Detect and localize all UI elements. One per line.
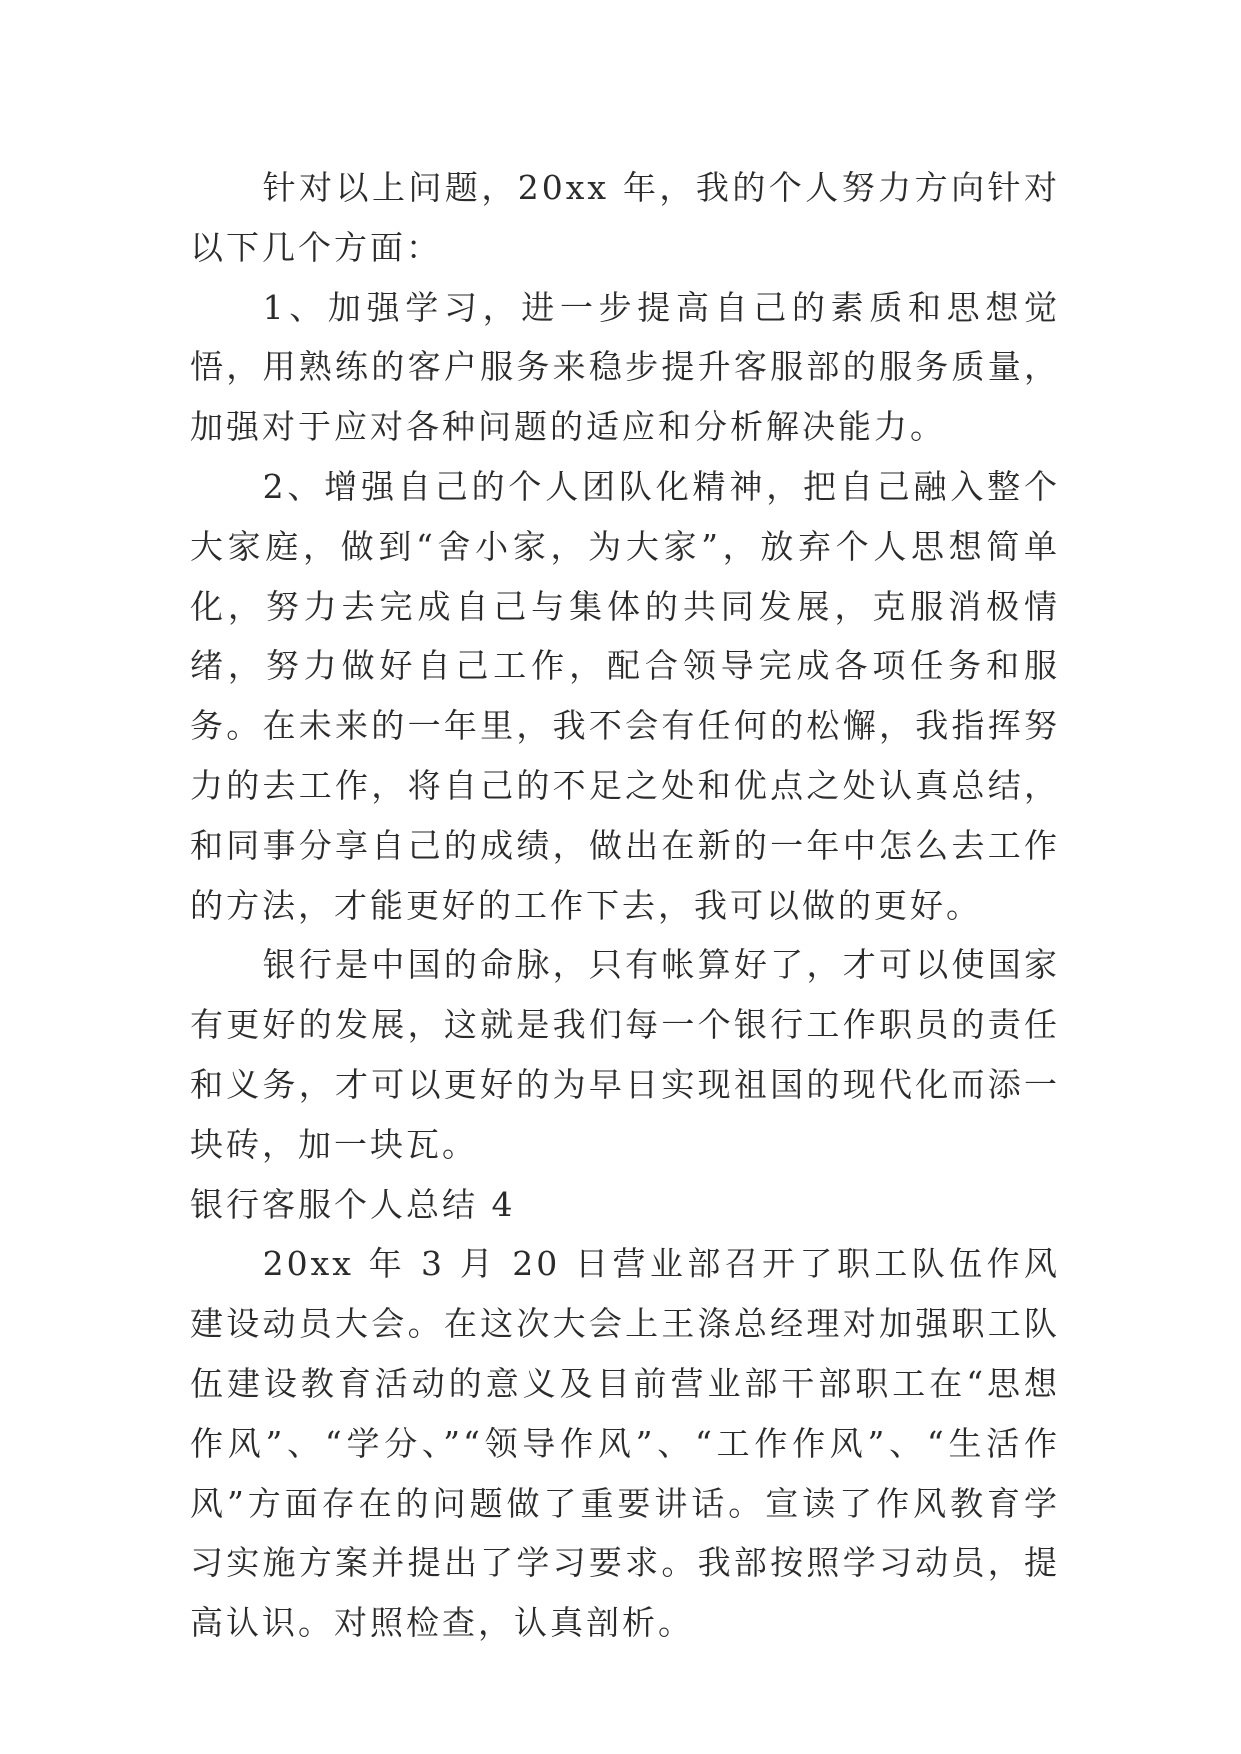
paragraph-intro: 针对以上问题，20xx 年，我的个人努力方向针对以下几个方面：	[190, 168, 1060, 267]
section-heading: 银行客服个人总结 4	[190, 1184, 516, 1224]
paragraph-point-1: 1、加强学习，进一步提高自己的素质和思想觉悟，用熟练的客户服务来稳步提升客服部的服务质量，加强对于应对各种问题的适应和分析解决能力。	[190, 287, 1060, 447]
paragraph-conclusion: 银行是中国的命脉，只有帐算好了，才可以使国家有更好的发展，这就是我们每一个银行工作职员的责任和义务，才可以更好的为早日实现祖国的现代化而添一块砖，加一块瓦。	[190, 945, 1060, 1164]
paragraph-section-body: 20xx 年 3 月 20 日营业部召开了职工队伍作风建设动员大会。在这次大会上王涤总经理对加强职工队伍建设教育活动的意义及目前营业部干部职工在“思想作风”、“学分、”“领导作风”、“工作作风”、“生活作风”方面存在的问题做了重要讲话。宣读了作风教育学习实施方案并提出了学习要求。我部按照学习动员，提高认识。对照检查，认真剖析。	[190, 1244, 1060, 1643]
paragraph-point-2: 2、增强自己的个人团队化精神，把自己融入整个大家庭，做到“舍小家，为大家”，放弃个人思想简单化，努力去完成自己与集体的共同发展，克服消极情绪，努力做好自己工作，配合领导完成各项任务和服务。在未来的一年里，我不会有任何的松懈，我指挥努力的去工作，将自己的不足之处和优点之处认真总结，和同事分享自己的成绩，做出在新的一年中怎么去工作的方法，才能更好的工作下去，我可以做的更好。	[190, 466, 1060, 925]
document-body	[190, 158, 1060, 1653]
